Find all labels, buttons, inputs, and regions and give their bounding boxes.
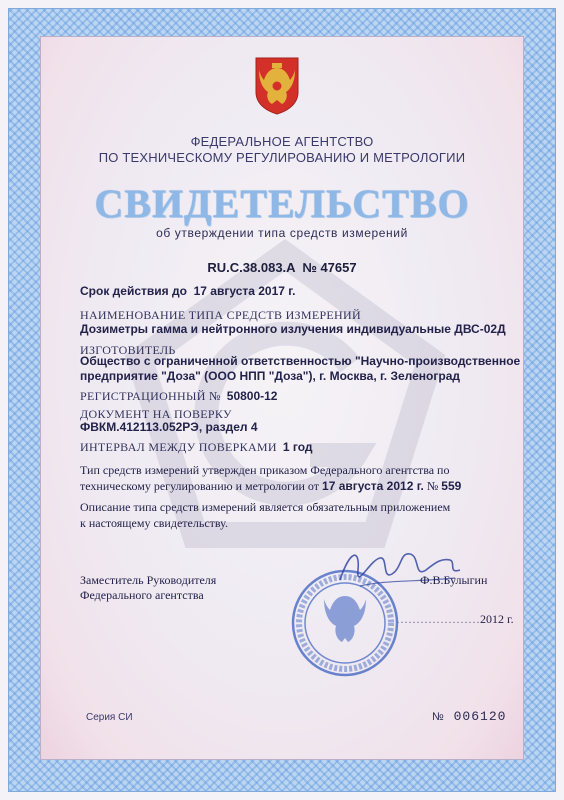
interval-value: 1 год <box>282 440 313 454</box>
description-line1: Описание типа средств измерений является обязательным приложением <box>80 500 451 514</box>
manufacturer-line2: предприятие "Доза" (ООО НПП "Доза"), г. Москва, г. Зеленоград <box>80 369 460 383</box>
serial-sign: № <box>432 711 445 723</box>
certificate-number-value: 47657 <box>320 260 357 275</box>
validity-label: Срок действия до <box>80 284 187 298</box>
registration-row <box>80 389 500 404</box>
registration-value: 50800-12 <box>226 389 278 403</box>
interval-label: ИНТЕРВАЛ МЕЖДУ ПОВЕРКАМИ <box>80 440 277 454</box>
registration-label: РЕГИСТРАЦИОННЫЙ № <box>80 389 221 403</box>
instrument-value: Дозиметры гамма и нейтронного излучения индивидуальные ДВС-02Д <box>80 322 506 336</box>
approval-line1: Тип средств измерений утвержден приказом Федерального агентства по <box>80 463 450 477</box>
signatory-role-line1: Заместитель Руководителя <box>80 573 217 587</box>
interval-row <box>80 440 500 455</box>
approval-line2-text: техническому регулированию и метрологии от <box>80 479 320 493</box>
approval-paragraph <box>80 462 492 494</box>
signature-date-year: 2012 г. <box>480 612 514 626</box>
certificate-number <box>40 260 524 275</box>
order-number: 559 <box>441 479 462 493</box>
certificate-subtitle: об утверждении типа средств измерений <box>156 226 408 240</box>
reg-code: RU.C.38.083.A <box>207 260 296 275</box>
agency-name-line1: ФЕДЕРАЛЬНОЕ АГЕНТСТВО <box>190 134 374 149</box>
coat-of-arms-icon <box>254 56 300 116</box>
manufacturer-line1: Общество с ограниченной ответственностью "Научно-производственное <box>80 354 521 368</box>
signature-date: …………………2012 г. <box>396 612 514 626</box>
order-date: 17 августа 2012 г. <box>322 479 424 493</box>
instrument-label: НАИМЕНОВАНИЕ ТИПА СРЕДСТВ ИЗМЕРЕНИЙ <box>80 308 361 322</box>
agency-name-line2: ПО ТЕХНИЧЕСКОМУ РЕГУЛИРОВАНИЮ И МЕТРОЛОГИИ <box>98 150 466 165</box>
validity-row <box>80 284 500 299</box>
serial-value: 006120 <box>453 709 507 724</box>
order-number-sign: № <box>426 479 439 493</box>
validity-date: 17 августа 2017 г. <box>193 284 296 298</box>
manufacturer-label: ИЗГОТОВИТЕЛЬ <box>80 343 176 357</box>
signatory-name: Ф.В.Булыгин <box>420 573 488 587</box>
series-label: Серия СИ <box>86 712 133 723</box>
approval-line2 <box>80 478 492 494</box>
serial-number <box>432 709 506 724</box>
signatory-role-line2: Федерального агентства <box>80 588 204 602</box>
description-paragraph <box>80 499 492 531</box>
certificate-title: СВИДЕТЕЛЬСТВО <box>94 181 470 226</box>
verification-doc-label: ДОКУМЕНТ НА ПОВЕРКУ <box>80 407 232 421</box>
description-line2: к настоящему свидетельству. <box>80 516 228 530</box>
number-sign: № <box>302 260 317 275</box>
verification-doc-value: ФВКМ.412113.052РЭ, раздел 4 <box>80 420 258 434</box>
handwritten-signature <box>330 540 470 600</box>
